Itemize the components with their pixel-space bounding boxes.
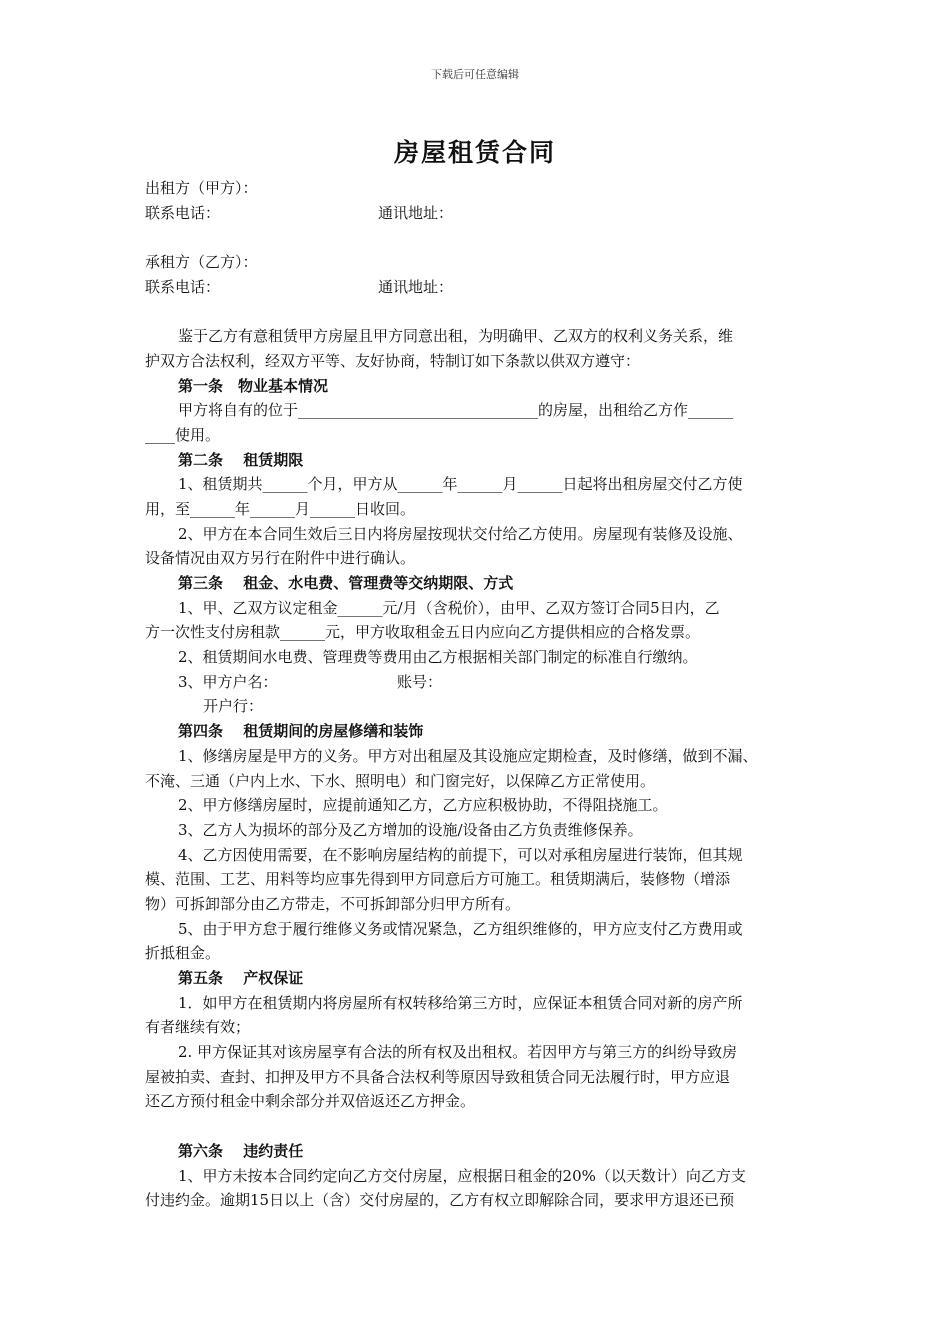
header-note: 下载后可任意编辑 xyxy=(431,68,519,81)
account-number-label: 账号： xyxy=(397,672,443,691)
article-5-line: 屋被拍卖、查封、扣押及甲方不具备合法权利等原因导致租赁合同无法履行时，甲方应退 xyxy=(145,1067,731,1086)
account-name-label: 3、甲方户名： xyxy=(178,672,278,691)
article-6-line: 1、甲方未按本合同约定向乙方交付房屋，应根据日租金的20%（以天数计）向乙方支 xyxy=(178,1166,746,1185)
party-a-contact xyxy=(145,201,810,226)
article-1-line: 甲方将自有的位于________________________________的房屋，出租给乙方作______ xyxy=(178,401,734,420)
party-b-label: 承租方（乙方）： xyxy=(145,253,258,272)
article-3-line: 1、甲、乙双方议定租金______元/月（含税价），由甲、乙双方签订合同5日内，乙 xyxy=(178,598,720,617)
preamble-line: 鉴于乙方有意租赁甲方房屋且甲方同意出租，为明确甲、乙双方的权利义务关系，维 xyxy=(178,327,734,346)
article-5-line: 2. 甲方保证其对该房屋享有合法的所有权及出租权。若因甲方与第三方的纠纷导致房 xyxy=(178,1043,738,1062)
article-5-heading: 第五条 产权保证 xyxy=(178,969,304,987)
article-4-line: 折抵租金。 xyxy=(145,944,221,963)
contract-title: 房屋租赁合同 xyxy=(393,138,556,167)
article-4-line: 模、范围、工艺、用料等均应事先得到甲方同意后方可施工。租赁期满后，装修物（增添 xyxy=(145,870,731,889)
party-b-contact xyxy=(145,275,810,300)
article-2-line: 2、甲方在本合同生效后三日内将房屋按现状交付给乙方使用。房屋现有装修及设施、 xyxy=(178,524,743,543)
article-3-heading: 第三条 租金、水电费、管理费等交纳期限、方式 xyxy=(178,574,514,592)
article-4-line: 2、甲方修缮房屋时，应提前通知乙方，乙方应积极协助，不得阻挠施工。 xyxy=(178,796,668,815)
article-4-heading: 第四条 租赁期间的房屋修缮和装饰 xyxy=(178,722,424,741)
article-3-line: 方一次性支付房租款______元，甲方收取租金五日内应向乙方提供相应的合格发票。 xyxy=(145,623,701,642)
article-4-line: 4、乙方因使用需要，在不影响房屋结构的前提下，可以对承租房屋进行装饰，但其规 xyxy=(178,845,743,864)
article-4-line: 物）可拆卸部分由乙方带走，不可拆卸部分归甲方所有。 xyxy=(145,894,521,913)
contract-body xyxy=(145,176,810,1213)
article-3-line: 2、租赁期间水电费、管理费等费用由乙方根据相关部门制定的标准自行缴纳。 xyxy=(178,648,698,667)
party-a-phone: 联系电话： xyxy=(145,203,221,222)
article-3-account xyxy=(145,670,810,695)
article-6-line: 付违约金。逾期15日以上（含）交付房屋的，乙方有权立即解除合同，要求甲方退还已预 xyxy=(145,1191,735,1210)
article-1-heading: 第一条 物业基本情况 xyxy=(178,376,329,395)
article-5-line: 1．如甲方在租赁期内将房屋所有权转移给第三方时，应保证本租赁合同对新的房产所 xyxy=(178,993,743,1012)
article-2-line: 1、租赁期共______个月，甲方从______年______月______日起将出租房屋交付乙方使 xyxy=(178,475,743,494)
party-b-phone: 联系电话： xyxy=(145,277,221,296)
article-1-line: ____使用。 xyxy=(145,425,221,444)
article-2-line: 用，至______年______月______日收回。 xyxy=(145,499,416,518)
article-4-line: 1、修缮房屋是甲方的义务。甲方对出租屋及其设施应定期检查，及时修缮，做到不漏、 xyxy=(178,746,758,765)
party-b-address: 通讯地址： xyxy=(378,277,454,296)
bank-label: 开户行： xyxy=(203,697,264,716)
article-4-line: 3、乙方人为损坏的部分及乙方增加的设施/设备由乙方负责维修保养。 xyxy=(178,820,643,839)
article-4-line: 不淹、三通（户内上水、下水、照明电）和门窗完好，以保障乙方正常使用。 xyxy=(145,771,656,790)
article-4-line: 5、由于甲方怠于履行维修义务或情况紧急，乙方组织维修的，甲方应支付乙方费用或 xyxy=(178,919,743,938)
article-5-line: 还乙方预付租金中剩余部分并双倍返还乙方押金。 xyxy=(145,1092,476,1111)
article-2-line: 设备情况由双方另行在附件中进行确认。 xyxy=(145,549,416,568)
article-5-line: 有者继续有效； xyxy=(145,1018,251,1037)
preamble-line: 护双方合法权利，经双方平等、友好协商，特制订如下条款以供双方遵守： xyxy=(145,351,641,370)
article-2-heading: 第二条 租赁期限 xyxy=(178,450,304,469)
party-a-label: 出租方（甲方）： xyxy=(145,179,258,197)
party-a-address: 通讯地址： xyxy=(378,203,454,222)
article-6-heading: 第六条 违约责任 xyxy=(178,1141,304,1160)
